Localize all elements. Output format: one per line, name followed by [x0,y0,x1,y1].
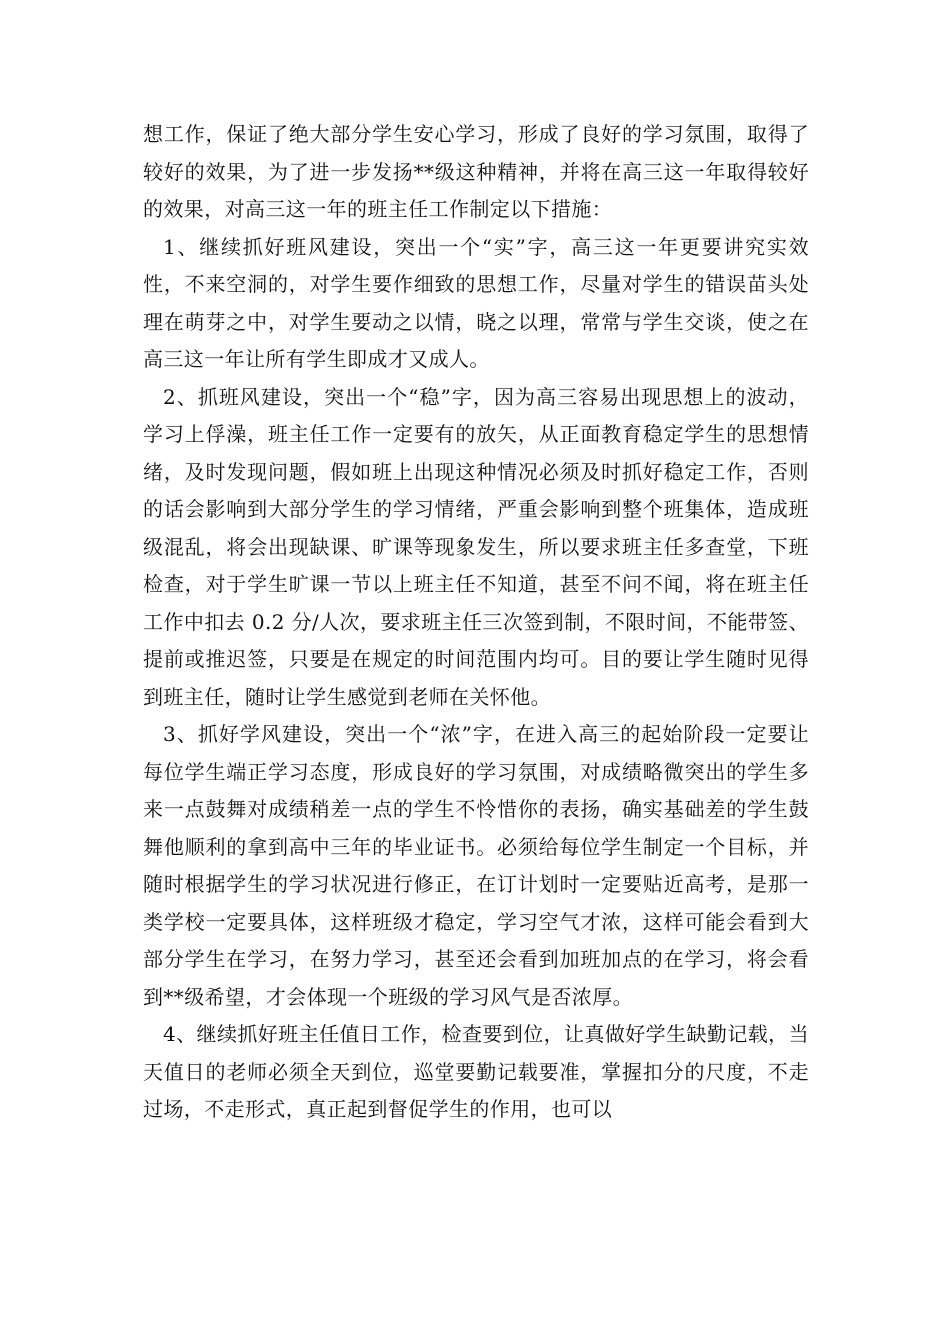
paragraph-measure-1: 1、继续抓好班风建设，突出一个“实”字，高三这一年更要讲究实效性，不来空洞的，对学生要作细致的思想工作，尽量对学生的错误苗头处理在萌芽之中，对学生要动之以情，晓之以理，常常与学生交谈，使之在高三这一年让所有学生即成才又成人。 [143,234,809,371]
document-body [143,116,809,1129]
paragraph-intro: 想工作，保证了绝大部分学生安心学习，形成了良好的学习氛围，取得了较好的效果，为了进一步发扬**级这种精神，并将在高三这一年取得较好的效果，对高三这一年的班主任工作制定以下措施： [143,122,809,221]
paragraph-measure-2: 2、抓班风建设，突出一个“稳”字，因为高三容易出现思想上的波动，学习上俘澡，班主任工作一定要有的放矢，从正面教育稳定学生的思想情绪，及时发现问题，假如班上出现这种情况必须及时抓好稳定工作，否则的话会影响到大部分学生的学习情绪，严重会影响到整个班集体，造成班级混乱，将会出现缺课、旷课等现象发生，所以要求班主任多查堂，下班检查，对于学生旷课一节以上班主任不知道，甚至不问不闻，将在班主任工作中扣去 0.2 分/人次，要求班主任三次签到制，不限时间，不能带签、提前或推迟签，只要是在规定的时间范围内均可。目的要让学生随时见得到班主任，随时让学生感觉到老师在关怀他。 [143,384,809,709]
paragraph-measure-4: 4、继续抓好班主任值日工作，检查要到位，让真做好学生缺勤记载，当天值日的老师必须全天到位，巡堂要勤记载要准，掌握扣分的尺度，不走过场，不走形式，真正起到督促学生的作用，也可以 [143,1022,809,1121]
paragraph-measure-3: 3、抓好学风建设，突出一个“浓”字，在进入高三的起始阶段一定要让每位学生端正学习态度，形成良好的学习氛围，对成绩略微突出的学生多来一点鼓舞对成绩稍差一点的学生不怜惜你的表扬，确实基础差的学生鼓舞他顺利的拿到高中三年的毕业证书。必须给每位学生制定一个目标，并随时根据学生的学习状况进行修正，在订计划时一定要贴近高考，是那一类学校一定要具体，这样班级才稳定，学习空气才浓，这样可能会看到大部分学生在学习，在努力学习，甚至还会看到加班加点的在学习，将会看到**级希望，才会体现一个班级的学习风气是否浓厚。 [143,722,809,1009]
